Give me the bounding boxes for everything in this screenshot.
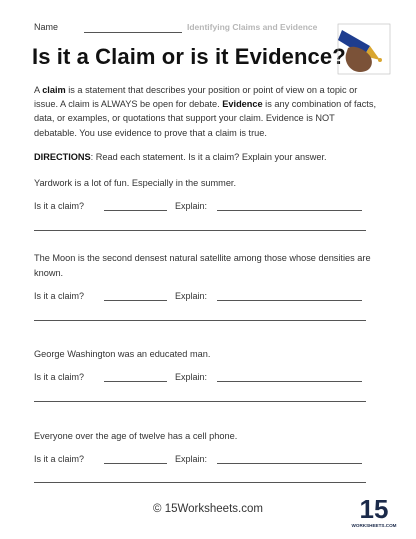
question-row-3 [34, 372, 379, 384]
claim-term: claim [42, 85, 66, 95]
statement-3: George Washington was an educated man. [34, 349, 211, 359]
explain-answer-line[interactable] [217, 300, 362, 301]
question-row-1 [34, 201, 379, 213]
15worksheets-logo [351, 492, 397, 530]
explain-label: Explain: [175, 454, 208, 464]
claim-answer-line[interactable] [104, 381, 167, 382]
question-row-2 [34, 291, 379, 303]
is-claim-label: Is it a claim? [34, 201, 85, 211]
statement-1: Yardwork is a lot of fun. Especially in the summer. [34, 178, 237, 188]
explain-continuation-line[interactable] [34, 482, 366, 483]
name-field-line[interactable] [84, 32, 182, 33]
statement-4: Everyone over the age of twelve has a cell phone. [34, 431, 238, 441]
claim-answer-line[interactable] [104, 210, 167, 211]
explain-continuation-line[interactable] [34, 401, 366, 402]
question-row-4 [34, 454, 379, 466]
directions: DIRECTIONS: Read each statement. Is it a claim? Explain your answer. [34, 152, 327, 162]
logo-text: WORKSHEETS.COM [351, 523, 397, 528]
is-claim-label: Is it a claim? [34, 291, 85, 301]
page-title: Is it a Claim or is it Evidence? [32, 44, 346, 69]
evidence-term: Evidence [222, 99, 263, 110]
explain-continuation-line[interactable] [34, 320, 366, 321]
statement-2: The Moon is the second densest natural satellite among those whose densities are known. [34, 253, 371, 278]
footer-copyright: © 15Worksheets.com [153, 503, 263, 515]
claim-answer-line[interactable] [104, 463, 167, 464]
explain-label: Explain: [175, 201, 208, 211]
name-label: Name [34, 22, 59, 32]
explain-answer-line[interactable] [217, 381, 362, 382]
hand-writing-pen-icon [336, 20, 392, 76]
explain-continuation-line[interactable] [34, 230, 366, 231]
is-claim-label: Is it a claim? [34, 454, 85, 464]
logo-number: 15 [359, 494, 389, 524]
explain-answer-line[interactable] [217, 210, 362, 211]
explain-answer-line[interactable] [217, 463, 362, 464]
worksheet-subtitle: Identifying Claims and Evidence [187, 22, 318, 32]
explain-label: Explain: [175, 291, 208, 301]
claim-answer-line[interactable] [104, 300, 167, 301]
intro-paragraph: A claim is a statement that describes your position or point of view on a topic or issue. A claim is ALWAYS be open for debate. Evidence is any combination of facts, data, or examples, or quotations that support your claim. Evidence is NOT debatable. You use evidence to prove that a claim is true. [34, 85, 376, 138]
is-claim-label: Is it a claim? [34, 372, 85, 382]
explain-label: Explain: [175, 372, 208, 382]
